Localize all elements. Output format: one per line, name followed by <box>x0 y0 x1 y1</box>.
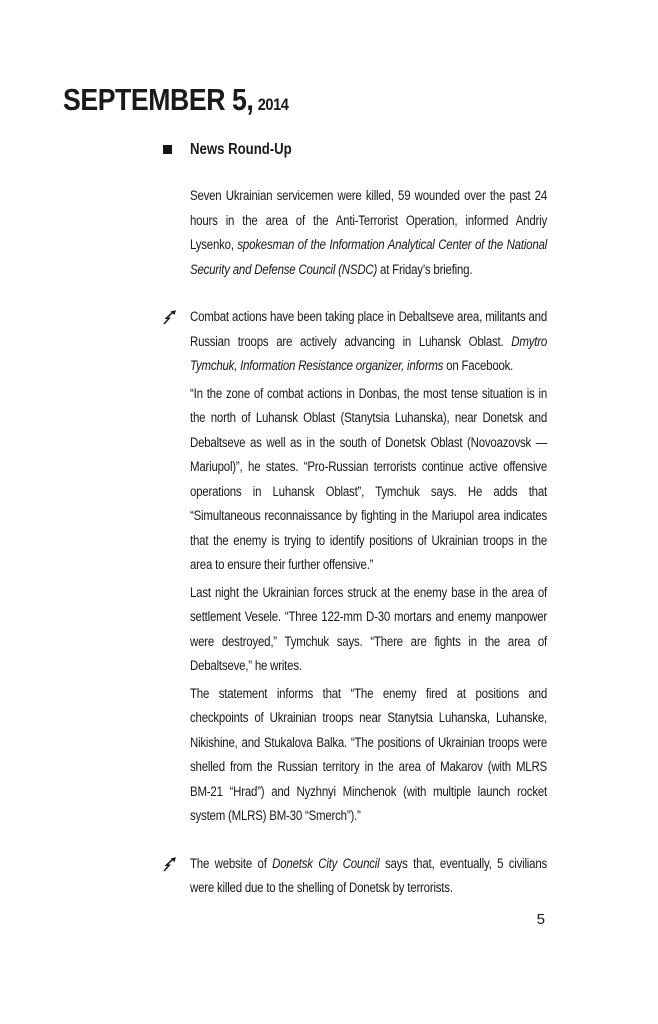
news-item-1 <box>163 305 547 829</box>
item1-paragraph-1 <box>190 305 547 379</box>
item1-text-col <box>190 305 547 829</box>
intro-row <box>163 184 547 282</box>
section-marker <box>163 141 190 154</box>
section-heading-row <box>163 141 547 159</box>
intro-text-pre: Seven Ukrainian servicemen were killed, 59 wounded over the past 24 hours in the area of the Anti-Terrorist Operation, informed Andriy Lysenko, <box>190 188 547 252</box>
item2-marker <box>163 852 190 872</box>
item2-text-col <box>190 852 547 901</box>
item1-p1-pre: Combat actions have been taking place in Debaltseve area, militants and Russian troops are actively advancing in Luhansk Oblast. <box>190 309 547 349</box>
item2-paragraph <box>190 852 547 901</box>
intro-attribution-italic: spokesman of the Information Analytical Center of the National Security and Defense Council (NSDC) <box>190 237 547 277</box>
intro-text-post: at Friday’s briefing. <box>377 261 473 277</box>
item1-attribution-italic: Dmytro Tymchuk, Information Resistance organizer, informs <box>190 333 547 373</box>
intro-text-col <box>190 184 547 282</box>
page-title <box>63 81 289 118</box>
title-year: 2014 <box>257 95 289 114</box>
lightning-bullet-icon <box>163 310 177 325</box>
page-number: 5 <box>536 911 545 928</box>
item2-council-italic: Donetsk City Council <box>272 855 380 871</box>
item1-marker <box>163 305 190 325</box>
section-heading-col <box>190 141 547 159</box>
title-date: SEPTEMBER 5, <box>63 82 254 117</box>
news-item-2 <box>163 852 547 901</box>
intro-paragraph <box>190 184 547 282</box>
item2-post: says that, eventually, 5 civilians were killed due to the shelling of Donetsk by terrorists. <box>190 855 548 895</box>
item2-pre: The website of <box>190 855 273 871</box>
lightning-bullet-icon <box>163 857 177 872</box>
section-heading: News Round-Up <box>190 141 292 158</box>
item1-p1-post: on Facebook. <box>443 358 514 373</box>
item1-paragraph-4: The statement informs that “The enemy fired at positions and checkpoints of Ukrainian troops near Stanytsia Luhanska, Luhanske, Nikishine, and Stukalova Balka. “The positions of Ukrainian troops were shelled from the Russian territory in the area of Makarov (with MLRS BM-21 “Hrad”) and Nyzhnyi Minchenok (with multiple launch rocket system (MLRS) BM-30 “Smerch”).” <box>190 685 547 823</box>
page-content <box>163 141 547 901</box>
item1-paragraph-3: Last night the Ukrainian forces struck at the enemy base in the area of settlement Vesele. “Three 122-mm D-30 mortars and enemy manpower were destroyed,” Tymchuk says. “There are fights in the area of Debaltseve,” he writes. <box>190 584 547 673</box>
item1-paragraph-2: “In the zone of combat actions in Donbas, the most tense situation is in the north of Luhansk Oblast (Stanytsia Luhanska), near Donetsk and Debaltseve as well as in the south of Donetsk Oblast (Novoazovsk — Mariupol)”, he states. “Pro-Russian terrorists continue active offensive operations in Luhansk Oblast”, Tymchuk says. He adds that “Simultaneous reconnaissance by fighting in the Mariupol area indicates that the enemy is trying to identify positions of Ukrainian troops in the area to ensure their further offensive.” <box>190 385 547 572</box>
square-bullet-icon <box>163 145 172 154</box>
